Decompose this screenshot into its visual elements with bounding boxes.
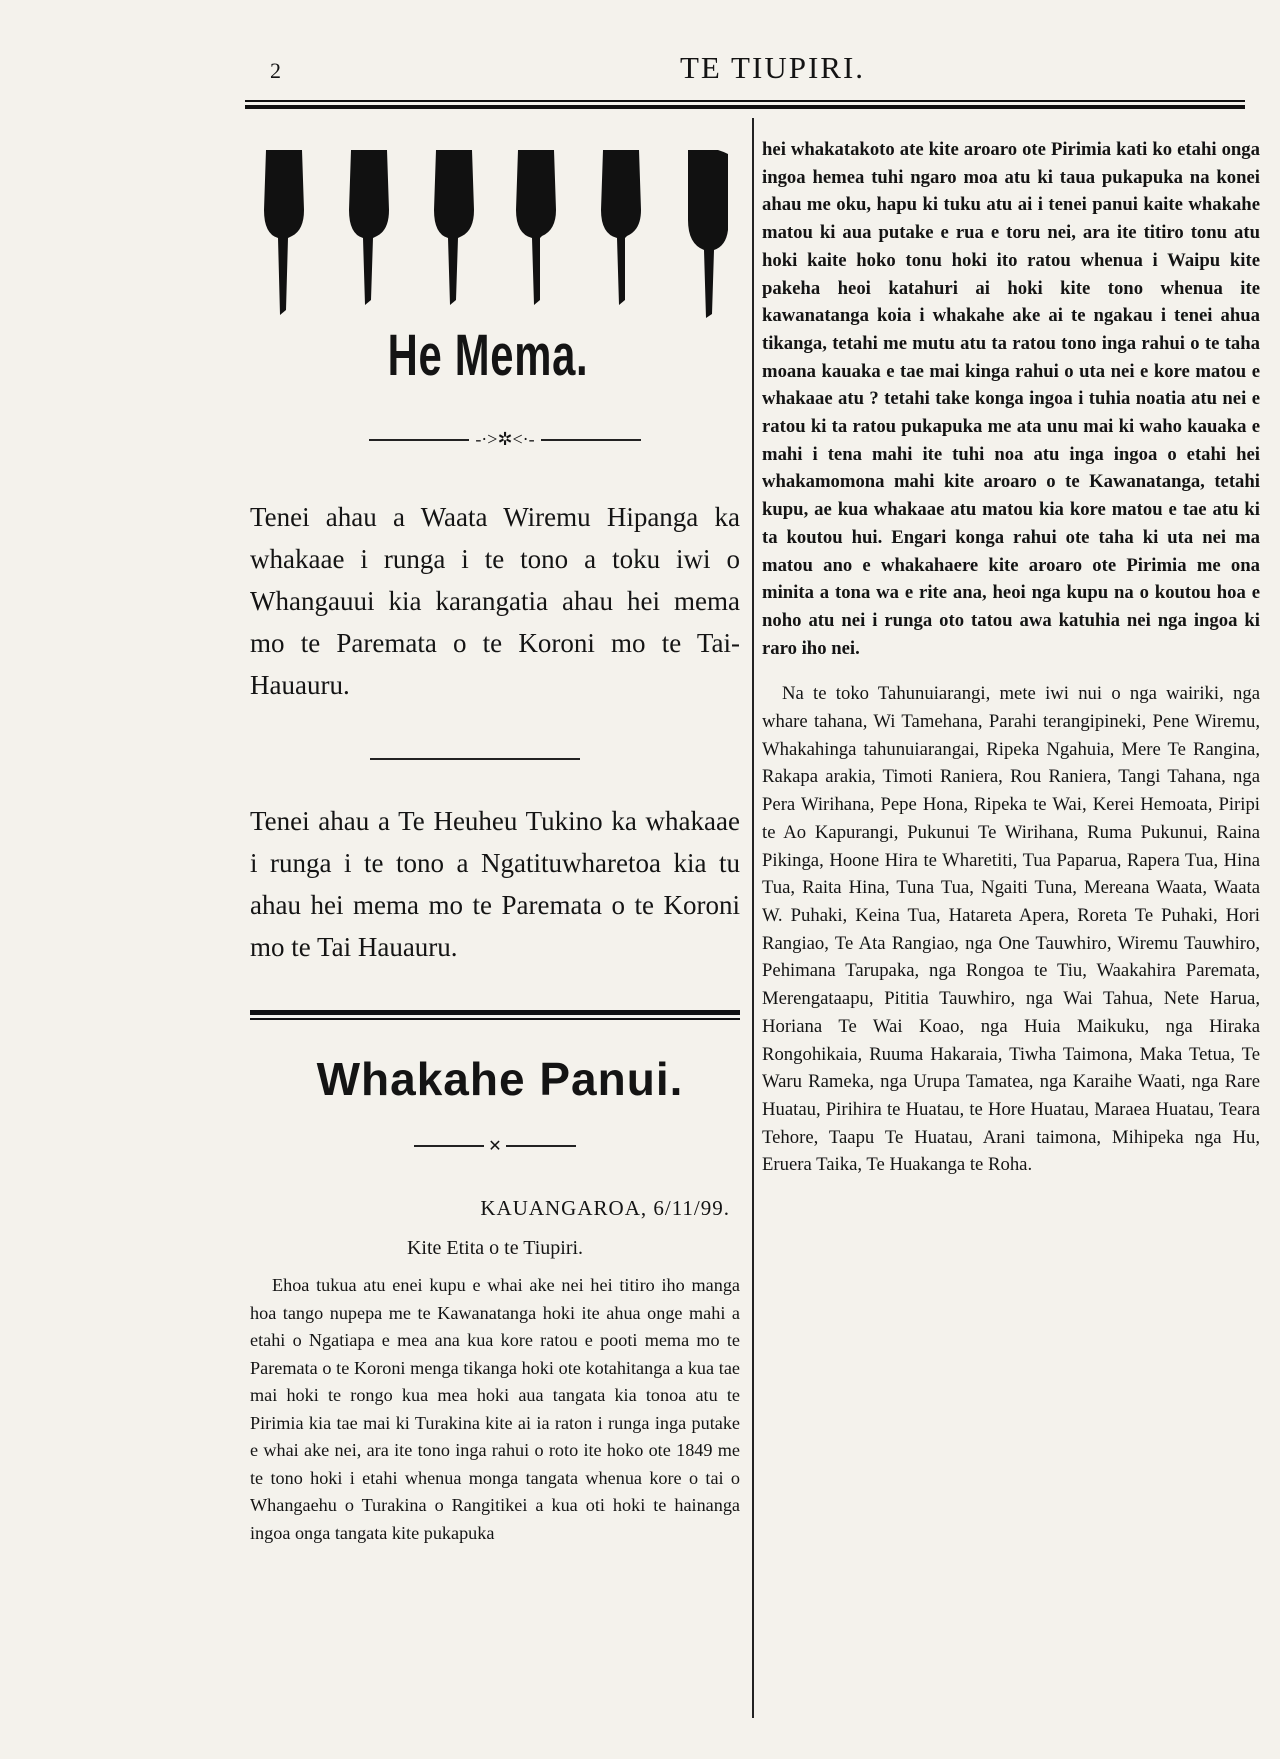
salutation: Kite Etita o te Tiupiri. (406, 1237, 584, 1259)
ornament-divider-2 (250, 1136, 740, 1156)
signatories-list: Na te toko Tahunuiarangi, mete iwi nui o nga wairiki, nga whare tahana, Wi Tamehana, Parahi terangipineki, Pene Wiremu, Whakahinga tahunuiarangai, Ripeka Ngahuia, Mere Te Rangina, Rakapa arakia, Timoti Raniera, Rou Raniera, Tangi Tahana, nga Pera Wirihana, Pepe Hona, Ripeka te Wai, Kerei Hemoata, Piripi te Ao Kapurangi, Pukunui Te Wirihana, Ruma Pukunui, Raina Pikinga, Hoone Hira te Wharetiti, Tua Paparua, Rapera Tua, Hina Tua, Raita Hina, Tuna Tua, Ngaiti Tuna, Mereana Waata, Waata W. Puhaki, Keina Tua, Hatareta Apera, Roreta Te Puhaki, Hori Rangiao, Te Ata Rangiao, nga One Tauwhiro, Wiremu Tauwhiro, Pehimana Tarupaka, nga Rongoa te Tiu, Waakahira Paremata, Merengataapu, Pititia Tauwhiro, nga Wai Tahua, Nete Harua, Horiana Te Wai Koao, nga Huia Maikuku, nga Hiraka Rongohikaia, Ruuma Hakaraia, Tiwha Taimona, Maka Tetua, Te Waru Rameka, nga Urupa Tamatea, nga Karaihe Waati, nga Rare Huatau, Pirihira te Huatau, te Hore Huatau, Maraea Huatau, Teara Tehore, Taapu Te Huatau, Arani taimona, Mihipeka nga Hu, Eruera Taika, Te Huakanga te Roha. (762, 683, 1260, 1176)
letter-body: Ehoa tukua atu enei kupu e whai ake nei hei titiro iho manga hoa tango nupepa me te Kawanatanga hoki ite ahua onge mahi a etahi o Ngatiapa e mea ana kua kore ratou e pooti mema mo te Paremata o te Koroni menga tikanga hoki ote kotahitanga a kua tae mai hoki te rongo kua mea hoki aua tangata kia tonoa atu te Pirimia kia tae mai ki Turakina kite ai ia raton i runga inga putake e whai ake nei, ara ite tono inga rahui o roto ite hoko ote 1849 me te tono hoki i etahi whenua monga tangata whenua kore o tai o Whangaehu o Turakina o Rangitikei a kua oti hoki te hainanga ingoa onga tangata kite pukapuka (250, 1275, 740, 1543)
dateline: KAUANGAROA, 6/11/99. (480, 1196, 730, 1220)
letter-continuation: hei whakatakoto ate kite aroaro ote Pirimia kati ko etahi onga ingoa hemea tuhi ngaro moa atu ki taua pukapuka na konei ahau me oku, hapu ki tuku atu ai i tenei panui kaite whakahe matou ki aua putake e rua e toru nei, ara ite titiro tonu atu hoki kaite hoko tonu hoki ito ratou whenua i Waipu kite pakeha heoi katahuri ai hoki kite tono whenua ite kawanatanga koia i whakahe ake ai te ngakau i tenei ahua tikanga, tetahi me mutu atu ta ratou tono inga rahui o te taha moana kauaka e tae mai kinga rahui o uta nei e kore matou e whakaae atu ? tetahi take konga ingoa i tuhia noatia atu nei e ratou ki ta ratou pukapuka me ata unu mai ki waho kauaka e mahi i tena mahi ite tuhi noa atu inga ingoa o etahi hei whakamomona mahi kite aroaro o te Kawanatanga, tetahi kupu, ae kua whakaae atu matou kia kore matou e tae atu ki ta koutou hui. Engari konga rahui ote taha ki uta nei ma matou ano e whakahaere kite aroaro ote Pirimia me ona minita a tona wa e rite ana, heoi nga kupu na o koutou hoa e noho atu nei i runga oto tatou awa katuhia nei nga ingoa ki raro iho nei. (762, 139, 1260, 659)
whakahe-panui-heading: Whakahe Panui. (316, 1053, 684, 1105)
masthead-title: TE TIUPIRI. (680, 50, 866, 85)
pointing-hand-icon (343, 150, 393, 320)
top-rule-thick (245, 105, 1245, 109)
double-rule-thin (250, 1018, 740, 1020)
he-mema-heading: He Mema. (387, 323, 589, 388)
ornament-glyph-2: ✕ (488, 1138, 502, 1155)
pointing-hands (250, 150, 740, 320)
pointing-hand-icon (682, 150, 732, 320)
pointing-hand-icon (258, 150, 308, 320)
pointing-hand-icon (428, 150, 478, 320)
double-rule-thick (250, 1010, 740, 1015)
top-rule (245, 100, 1245, 102)
pointing-hand-icon (597, 150, 647, 320)
pointing-hand-icon (512, 150, 562, 320)
left-column (250, 150, 740, 1547)
column-divider (752, 118, 754, 1718)
right-column (762, 136, 1260, 1179)
notice-waata-wiremu-hipanga: Tenei ahau a Waata Wiremu Hipanga ka whakaae i runga i te tono a toku iwi o Whangauui kia karangatia ahau hei mema mo te Paremata o te Koroni mo te Tai-Hauauru. (250, 502, 740, 700)
ornament-glyph: -·>✲<·- (475, 429, 535, 449)
section-divider (370, 758, 580, 760)
notice-te-heuheu-tukino: Tenei ahau a Te Heuheu Tukino ka whakaae i runga i te tono a Ngatituwharetoa kia tu ahau hei mema mo te Paremata o te Koroni mo te Tai Hauauru. (250, 806, 740, 962)
page-number: 2 (270, 58, 281, 83)
ornament-divider (270, 429, 740, 450)
